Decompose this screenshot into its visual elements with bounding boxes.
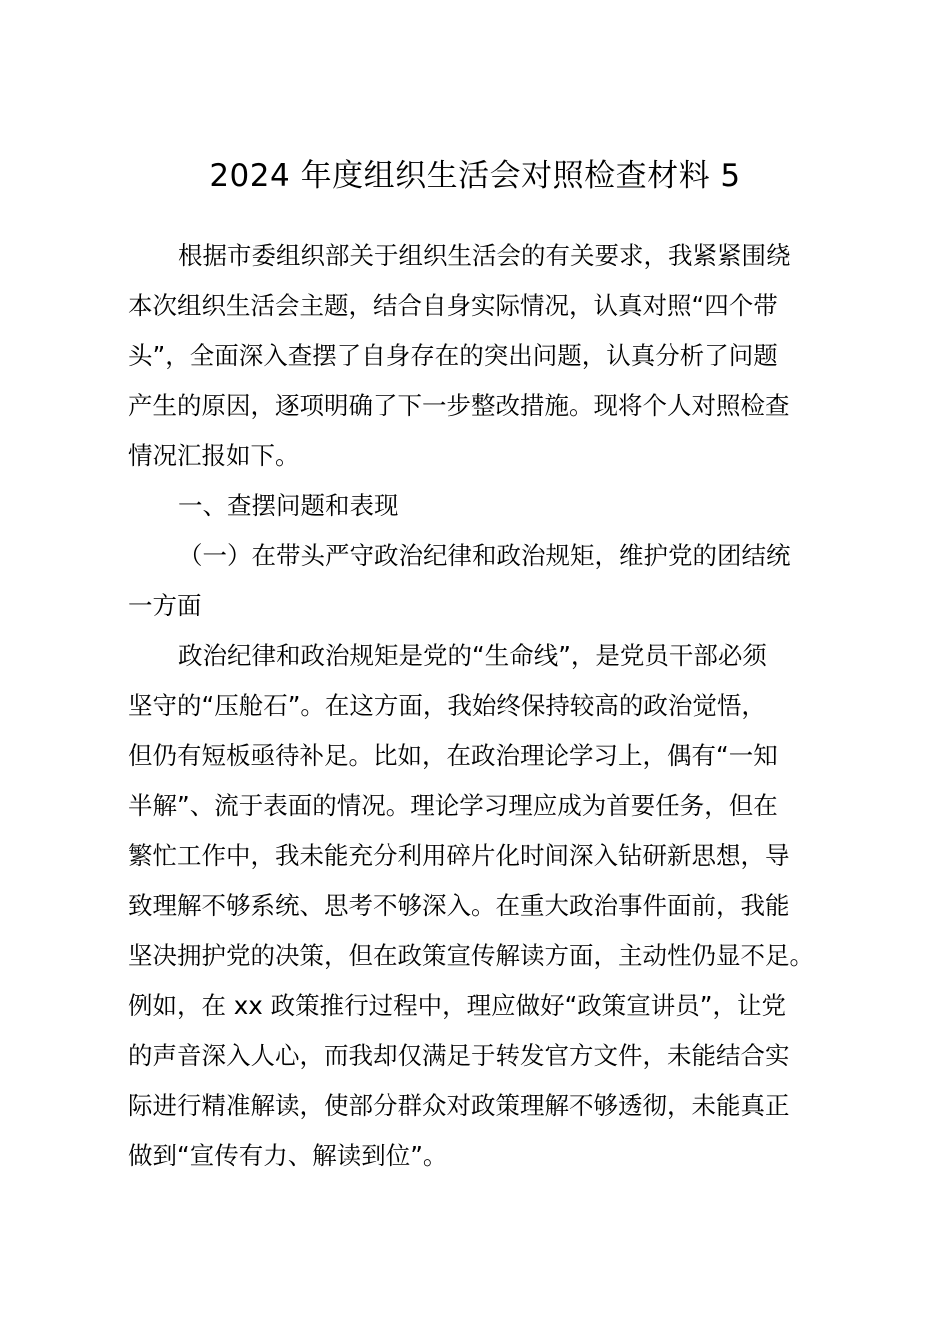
paragraph-line: 但仍有短板亟待补足。比如，在政治理论学习上，偶有“一知 (128, 741, 778, 770)
subsection-heading-block (128, 531, 848, 631)
paragraph-line: 坚守的“压舱石”。在这方面，我始终保持较高的政治觉悟， (128, 691, 766, 720)
paragraph-line: 政治纪律和政治规矩是党的“生命线”，是党员干部必须 (178, 641, 767, 670)
paragraph-line: 半解”、流于表面的情况。理论学习理应成为首要任务，但在 (128, 791, 778, 820)
subsection-heading-line: （一）在带头严守政治纪律和政治规矩，维护党的团结统 (178, 541, 791, 570)
paragraph-line: 做到“宣传有力、解读到位”。 (128, 1141, 448, 1170)
body-paragraph (128, 631, 848, 1181)
paragraph-line: 致理解不够系统、思考不够深入。在重大政治事件面前，我能 (128, 891, 790, 920)
paragraph-line: 例如，在 xx 政策推行过程中，理应做好“政策宣讲员”，让党 (128, 991, 786, 1020)
section-heading: 一、查摆问题和表现 (178, 491, 399, 520)
paragraph-line: 的声音深入人心，而我却仅满足于转发官方文件，未能结合实 (128, 1041, 790, 1070)
document-title: 2024 年度组织生活会对照检查材料 5 (209, 158, 741, 194)
intro-line: 头”，全面深入查摆了自身存在的突出问题，认真分析了问题 (128, 341, 778, 370)
intro-line: 根据市委组织部关于组织生活会的有关要求，我紧紧围绕 (178, 241, 791, 270)
subsection-heading-line: 一方面 (128, 591, 202, 620)
section-heading-block (128, 481, 848, 531)
paragraph-line: 繁忙工作中，我未能充分利用碎片化时间深入钻研新思想，导 (128, 841, 790, 870)
intro-line: 本次组织生活会主题，结合自身实际情况，认真对照“四个带 (128, 291, 778, 320)
intro-line: 产生的原因，逐项明确了下一步整改措施。现将个人对照检查 (128, 391, 790, 420)
intro-paragraph (128, 231, 848, 481)
paragraph-line: 际进行精准解读，使部分群众对政策理解不够透彻，未能真正 (128, 1091, 790, 1120)
intro-line: 情况汇报如下。 (128, 441, 300, 470)
paragraph-line: 坚决拥护党的决策，但在政策宣传解读方面，主动性仍显不足。 (128, 941, 814, 970)
